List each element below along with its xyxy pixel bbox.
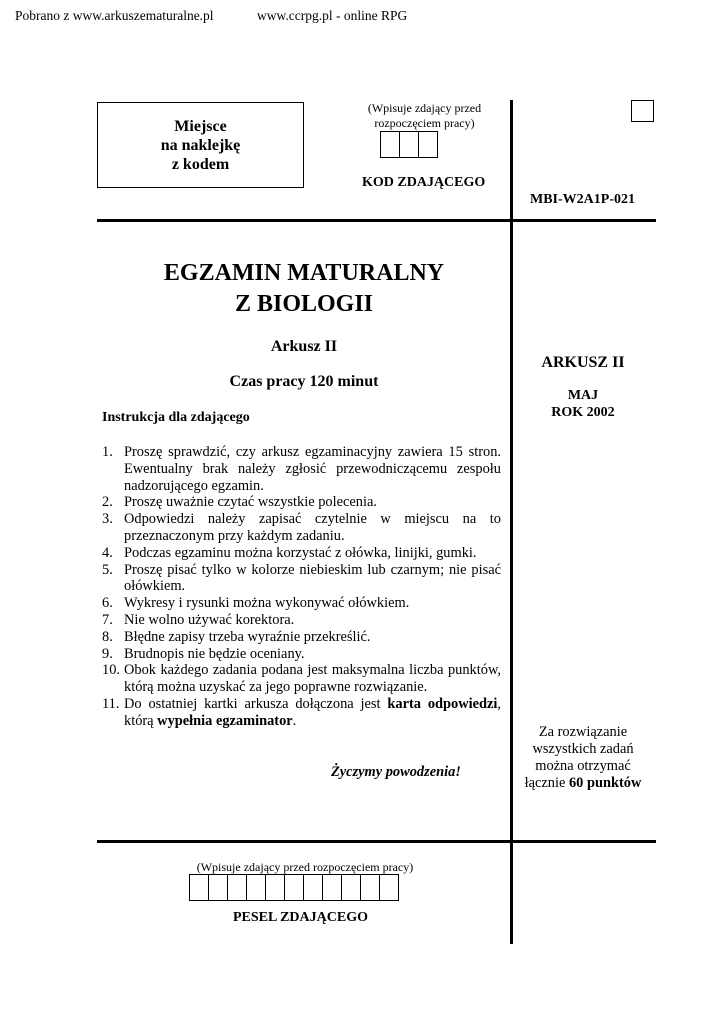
exam-title-line-2: Z BIOLOGII <box>234 291 374 317</box>
pesel-digit-box[interactable] <box>341 874 361 901</box>
pesel-digit-box[interactable] <box>284 874 304 901</box>
pesel-label: PESEL ZDAJĄCEGO <box>233 910 368 925</box>
list-item: 5. Proszę pisać tylko w kolorze niebieskim lub czarnym; nie pisać ołówkiem. <box>102 561 501 595</box>
pesel-note: (Wpisuje zdający przed rozpoczęciem pracy) <box>196 860 414 874</box>
sticker-line-2: na naklejkę <box>160 136 241 154</box>
pesel-digit-box[interactable] <box>208 874 228 901</box>
code-input-boxes[interactable] <box>380 131 438 158</box>
pesel-digit-box[interactable] <box>265 874 285 901</box>
pesel-digit-box[interactable] <box>189 874 209 901</box>
list-item: 7. Nie wolno używać korektora. <box>102 611 295 628</box>
time-label: Czas pracy 120 minut <box>229 373 379 390</box>
instructions-list <box>102 444 501 730</box>
code-digit-box[interactable] <box>418 131 438 158</box>
list-item: 3. Odpowiedzi należy zapisać czytelnie w miejscu na to przeznaczonym przy każdym zadaniu. <box>102 511 501 544</box>
list-item: 2. Proszę uważnie czytać wszystkie polecenia. <box>102 494 377 511</box>
list-item: 8. Błędne zapisy trzeba wyraźnie przekreślić. <box>102 628 371 645</box>
code-note-line-2: rozpoczęciem pracy) <box>374 116 475 130</box>
code-label: KOD ZDAJĄCEGO <box>362 175 486 190</box>
pesel-digit-box[interactable] <box>227 874 247 901</box>
sticker-line-1: Miejsce <box>174 117 227 135</box>
list-item: 4. Podczas egzaminu można korzystać z ołówka, linijki, gumki. <box>102 544 477 561</box>
exam-month: MAJ <box>567 388 599 403</box>
exam-title <box>97 258 511 320</box>
pesel-digit-box[interactable] <box>379 874 399 901</box>
exam-title-line-1: EGZAMIN MATURALNY <box>163 260 445 286</box>
list-item: 10. Obok każdego zadania podana jest maksymalna liczba punktów, którą można uzyskać za jego poprawne rozwiązanie. <box>102 662 501 696</box>
total-score-note: Za rozwiązanie wszystkich zadań można otrzymać łącznie 60 punktów <box>524 724 642 791</box>
good-luck-text: Życzymy powodzenia! <box>331 764 461 780</box>
list-item: 6. Wykresy i rysunki można wykonywać ołówkiem. <box>102 595 410 612</box>
sticker-line-3: z kodem <box>171 155 230 173</box>
vertical-divider-line <box>510 100 513 944</box>
answer-card-emphasis: karta odpowiedzi <box>387 695 498 712</box>
code-note-line-1: (Wpisuje zdający przed <box>367 101 482 115</box>
code-digit-box[interactable] <box>380 131 400 158</box>
instructions-heading: Instrukcja dla zdającego <box>102 410 250 425</box>
code-note <box>352 101 497 131</box>
exam-year: ROK 2002 <box>551 405 615 420</box>
code-digit-box[interactable] <box>399 131 419 158</box>
pesel-digit-box[interactable] <box>246 874 266 901</box>
source-header-left: Pobrano z www.arkuszematuralne.pl <box>15 8 214 23</box>
exam-code: MBI-W2A1P-021 <box>530 192 635 207</box>
list-item: 9. Brudnopis nie będzie oceniany. <box>102 645 305 662</box>
source-header-right: www.ccrpg.pl - online RPG <box>257 8 408 23</box>
top-divider-line <box>97 219 656 222</box>
sheet-label: Arkusz II <box>270 338 338 355</box>
right-sheet-label: ARKUSZ II <box>541 354 625 371</box>
examiner-emphasis: wypełnia egzaminator <box>157 712 293 729</box>
sticker-placeholder-box <box>97 102 304 188</box>
pesel-digit-box[interactable] <box>360 874 380 901</box>
list-item: 11. Do ostatniej kartki arkusza dołączona jest karta odpowiedzi, którą wypełnia egzaminator. <box>102 695 501 729</box>
bottom-divider-line <box>97 840 656 843</box>
pesel-input-boxes[interactable] <box>189 874 399 901</box>
list-item: 1. Proszę sprawdzić, czy arkusz egzaminacyjny zawiera 15 stron. Ewentualny brak należy zgłosić przewodniczącemu zespołu nadzorującego egzamin. <box>102 444 501 494</box>
corner-check-box[interactable] <box>631 100 654 122</box>
pesel-digit-box[interactable] <box>303 874 323 901</box>
total-points: 60 punktów <box>568 775 642 791</box>
pesel-digit-box[interactable] <box>322 874 342 901</box>
